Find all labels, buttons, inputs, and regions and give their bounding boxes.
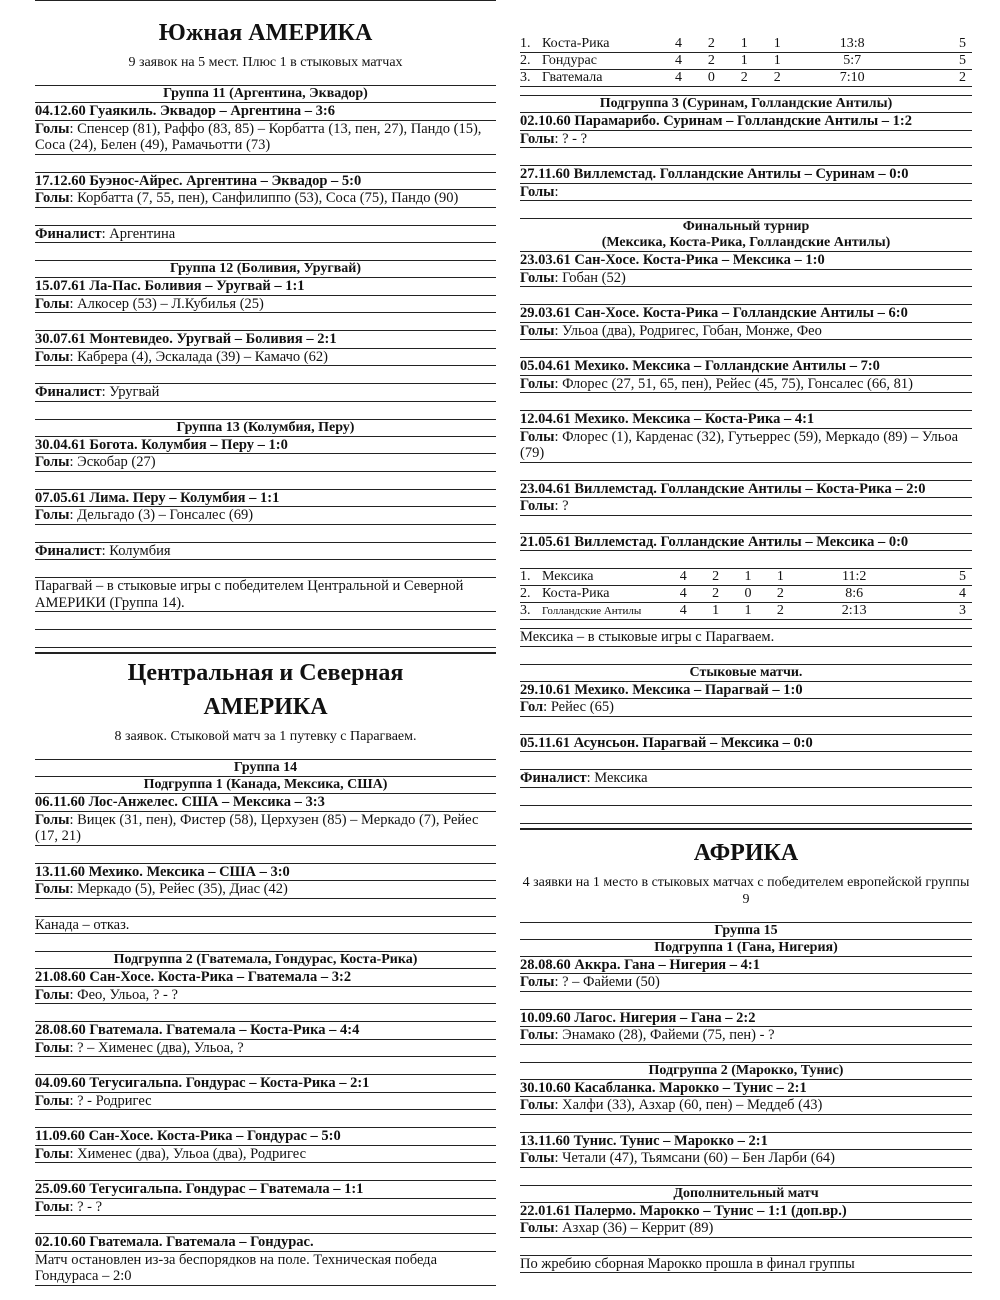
match-line: 21.05.61 Виллемстад. Голландские Антилы – Мексика – 0:0: [520, 534, 972, 552]
goals-line: Голы:: [520, 184, 972, 202]
subgroup-header: Подгруппа 1 (Канада, Мексика, США): [35, 777, 496, 794]
match-line: 05.04.61 Мехико. Мексика – Голландские Антилы – 7:0: [520, 358, 972, 376]
goals-line: Голы: Кабрера (4), Эскалада (39) – Камачо (62): [35, 349, 496, 367]
match-line: 02.10.60 Гватемала. Гватемала – Гондурас.: [35, 1234, 496, 1252]
match-line: 07.05.61 Лима. Перу – Колумбия – 1:1: [35, 490, 496, 508]
table-row: 2. Коста-Рика 4 2 0 2 8:6 4: [520, 586, 972, 603]
goals-line: Голы: Дельгадо (3) – Гонсалес (69): [35, 507, 496, 525]
goals-line: Голы: ? - Родригес: [35, 1093, 496, 1111]
section-title-north-america-1: Центральная и Северная: [127, 660, 404, 686]
goals-line: Голы: ?: [520, 498, 972, 516]
table-row: 3. Голландские Антилы 4 1 1 2 2:13 3: [520, 603, 972, 620]
goals-line: Голы: Фео, Ульоа, ? - ?: [35, 987, 496, 1005]
goals-line: Голы: Алкосер (53) – Л.Кубилья (25): [35, 296, 496, 314]
section-title-north-america-2: АМЕРИКА: [203, 694, 328, 720]
match-line: 27.11.60 Виллемстад. Голландские Антилы – Суринам – 0:0: [520, 166, 972, 184]
group-header: Группа 11 (Аргентина, Эквадор): [35, 86, 496, 103]
goals-line: Голы: ? – Хименес (два), Ульоа, ?: [35, 1040, 496, 1058]
goals-line: Голы: Флорес (27, 51, 65, пен), Рейес (45, 75), Гонсалес (66, 81): [520, 376, 972, 394]
match-line: 25.09.60 Тегусигальпа. Гондурас – Гватемала – 1:1: [35, 1181, 496, 1199]
match-line: 17.12.60 Буэнос-Айрес. Аргентина – Эквадор – 5:0: [35, 173, 496, 191]
note-line: Матч остановлен из-за беспорядков на поле. Техническая победа Гондураса – 2:0: [35, 1252, 496, 1286]
match-line: 04.12.60 Гуаякиль. Эквадор – Аргентина – 3:6: [35, 103, 496, 121]
group-header: Группа 14: [35, 760, 496, 777]
final-tournament-teams: (Мексика, Коста-Рика, Голландские Антилы): [520, 235, 972, 252]
match-line: 05.11.61 Асунсьон. Парагвай – Мексика – 0:0: [520, 735, 972, 753]
table-row: 1. Мексика 4 2 1 1 11:2 5: [520, 569, 972, 586]
goals-line: Голы: Азхар (36) – Керрит (89): [520, 1220, 972, 1238]
match-line: 30.07.61 Монтевидео. Уругвай – Боливия – 2:1: [35, 331, 496, 349]
match-line: 04.09.60 Тегусигальпа. Гондурас – Коста-Рика – 2:1: [35, 1075, 496, 1093]
match-line: 30.10.60 Касабланка. Марокко – Тунис – 2:1: [520, 1080, 972, 1098]
match-line: 13.11.60 Тунис. Тунис – Марокко – 2:1: [520, 1133, 972, 1151]
standings-table-final: [520, 569, 972, 620]
table-row: 1. Коста-Рика 4 2 1 1 13:8 5: [520, 36, 972, 53]
match-line: 29.03.61 Сан-Хосе. Коста-Рика – Голландские Антилы – 6:0: [520, 305, 972, 323]
match-line: 22.01.61 Палермо. Марокко – Тунис – 1:1 (доп.вр.): [520, 1203, 972, 1221]
subgroup-header: Подгруппа 2 (Гватемала, Гондурас, Коста-Рика): [35, 952, 496, 969]
subgroup-header: Подгруппа 2 (Марокко, Тунис): [520, 1063, 972, 1080]
match-line: 28.08.60 Гватемала. Гватемала – Коста-Рика – 4:4: [35, 1022, 496, 1040]
table-row: 3. Гватемала 4 0 2 2 7:10 2: [520, 70, 972, 87]
section-title-south-america: Южная АМЕРИКА: [158, 20, 373, 46]
goals-line: Голы: ? - ?: [35, 1199, 496, 1217]
match-line: 30.04.61 Богота. Колумбия – Перу – 1:0: [35, 437, 496, 455]
match-line: 28.08.60 Аккра. Гана – Нигерия – 4:1: [520, 957, 972, 975]
match-line: 02.10.60 Парамарибо. Суринам – Голландские Антилы – 1:2: [520, 113, 972, 131]
group-header: Группа 12 (Боливия, Уругвай): [35, 261, 496, 278]
finalist-line: Финалист: Аргентина: [35, 226, 496, 244]
goals-line: Голы: Корбатта (7, 55, пен), Санфилиппо (53), Соса (75), Пандо (90): [35, 190, 496, 208]
left-column: [35, 0, 496, 1286]
finalist-line: Финалист: Уругвай: [35, 384, 496, 402]
goals-line: Голы: Спенсер (81), Раффо (83, 85) – Корбатта (13, пен, 27), Пандо (15), Соса (24), Белен (49), Рамачьотти (73): [35, 121, 496, 155]
match-line: 15.07.61 Ла-Пас. Боливия – Уругвай – 1:1: [35, 278, 496, 296]
match-line: 10.09.60 Лагос. Нигерия – Гана – 2:2: [520, 1010, 972, 1028]
finalist-line: Финалист: Колумбия: [35, 543, 496, 561]
goals-line: Голы: Ульоа (два), Родригес, Гобан, Монже, Фео: [520, 323, 972, 341]
goals-line: Голы: Меркадо (5), Рейес (35), Диас (42): [35, 881, 496, 899]
note-line: Парагвай – в стыковые игры с победителем Центральной и Северной АМЕРИКИ (Группа 14).: [35, 578, 496, 612]
finalist-line: Финалист: Мексика: [520, 770, 972, 788]
note-line: Канада – отказ.: [35, 917, 496, 935]
match-line: 21.08.60 Сан-Хосе. Коста-Рика – Гватемала – 3:2: [35, 969, 496, 987]
goals-line: Голы: Халфи (33), Азхар (60, пен) – Меддеб (43): [520, 1097, 972, 1115]
goals-line: Голы: Хименес (два), Ульоа (два), Родригес: [35, 1146, 496, 1164]
goals-line: Голы: Вицек (31, пен), Фистер (58), Церхузен (85) – Меркадо (7), Рейес (17, 21): [35, 812, 496, 846]
note-line: По жребию сборная Марокко прошла в финал группы: [520, 1256, 972, 1274]
match-line: 13.11.60 Мехико. Мексика – США – 3:0: [35, 864, 496, 882]
table-row: 2. Гондурас 4 2 1 1 5:7 5: [520, 53, 972, 70]
subgroup-header: Подгруппа 1 (Гана, Нигерия): [520, 940, 972, 957]
match-line: 12.04.61 Мехико. Мексика – Коста-Рика – 4:1: [520, 411, 972, 429]
section-subtitle: 4 заявки на 1 место в стыковых матчах с победителем европейской группы 9: [522, 874, 970, 907]
match-line: 23.03.61 Сан-Хосе. Коста-Рика – Мексика – 1:0: [520, 252, 972, 270]
note-line: Мексика – в стыковые игры с Парагваем.: [520, 629, 972, 647]
goals-line: Голы: Четали (47), Тьямсани (60) – Бен Ларби (64): [520, 1150, 972, 1168]
section-title-africa: АФРИКА: [693, 839, 799, 866]
section-subtitle: 8 заявок. Стыковой матч за 1 путевку с Парагваем.: [114, 729, 417, 744]
match-line: 23.04.61 Виллемстад. Голландские Антилы – Коста-Рика – 2:0: [520, 481, 972, 499]
playoff-header: Стыковые матчи.: [520, 665, 972, 682]
goals-line: Голы: Энамако (28), Файеми (75, пен) - ?: [520, 1027, 972, 1045]
match-line: 29.10.61 Мехико. Мексика – Парагвай – 1:0: [520, 682, 972, 700]
match-line: 06.11.60 Лос-Анжелес. США – Мексика – 3:3: [35, 794, 496, 812]
subgroup-header: Подгруппа 3 (Суринам, Голландские Антилы): [520, 96, 972, 113]
goals-line: Голы: ? - ?: [520, 131, 972, 149]
goals-line: Голы: ? – Файеми (50): [520, 974, 972, 992]
group-header: Группа 15: [520, 923, 972, 940]
final-tournament-header: Финальный турнир: [682, 219, 810, 234]
match-line: 11.09.60 Сан-Хосе. Коста-Рика – Гондурас – 5:0: [35, 1128, 496, 1146]
right-column: [520, 0, 972, 1273]
goals-line: Голы: Флорес (1), Карденас (32), Гутьеррес (59), Меркадо (89) – Ульоа (79): [520, 429, 972, 463]
goals-line: Голы: Эскобар (27): [35, 454, 496, 472]
standings-table-subgroup-2: [520, 36, 972, 87]
goals-line: Голы: Гобан (52): [520, 270, 972, 288]
goals-line: Гол: Рейес (65): [520, 699, 972, 717]
section-subtitle: 9 заявок на 5 мест. Плюс 1 в стыковых матчах: [128, 55, 403, 70]
extra-match-header: Дополнительный матч: [520, 1186, 972, 1203]
group-header: Группа 13 (Колумбия, Перу): [35, 420, 496, 437]
